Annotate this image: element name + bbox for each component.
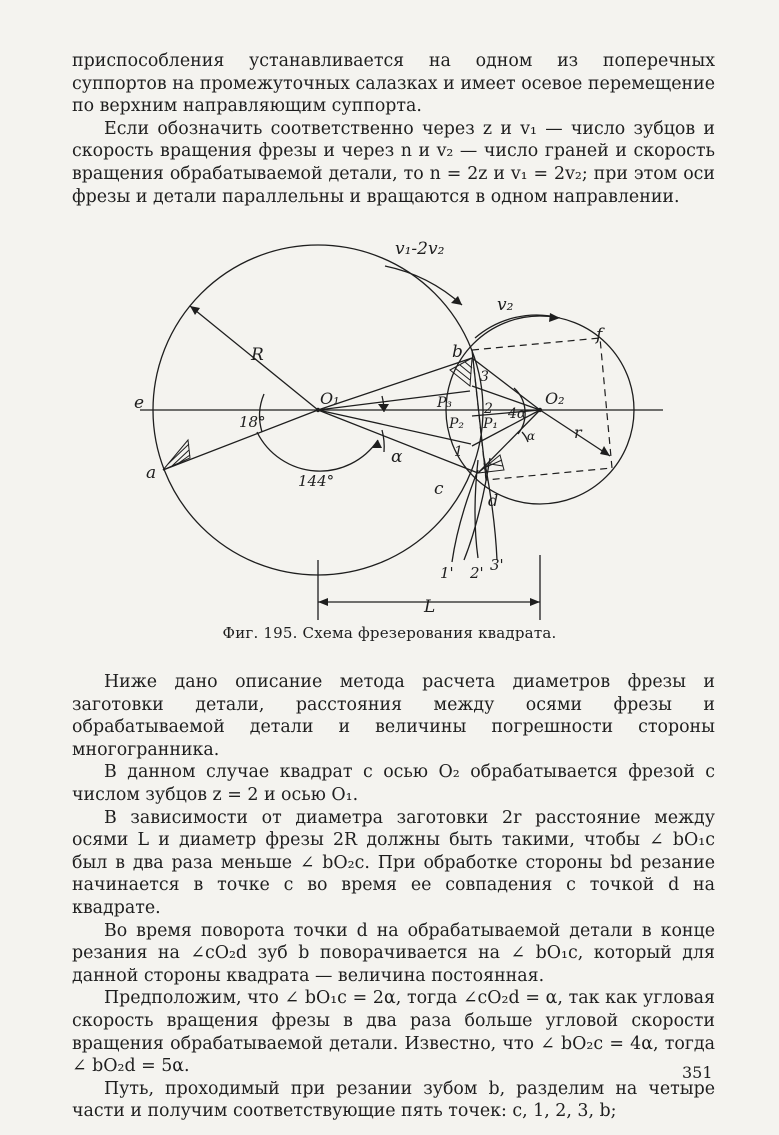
- tooth-a: [163, 440, 190, 470]
- label-alpha-small: α: [527, 429, 536, 443]
- body-text-top: [72, 50, 715, 208]
- label-3-prime: 3': [490, 556, 504, 574]
- label-P3: P₃: [437, 395, 453, 411]
- label-4alpha: 4α: [508, 406, 527, 422]
- body-text-bottom: [72, 671, 715, 1123]
- label-18-deg: 18°: [239, 413, 266, 431]
- label-1-prime: 1': [440, 564, 454, 582]
- label-2: 2: [484, 401, 493, 417]
- label-b: b: [452, 342, 463, 362]
- label-P2: P₂: [449, 416, 465, 432]
- paragraph: Если обозначить соответственно через z и v₁ — число зубцов и скорость вращения фрезы и через n и v₂ — число граней и скорость вращения обрабатываемой детали, то n = 2z и v₁ = 2v₂; при этом оси фрезы и детали параллельны и вращаются в одном направлении.: [72, 118, 715, 207]
- label-r: r: [574, 423, 582, 442]
- label-d: d: [488, 491, 499, 510]
- milling-diagram: [120, 228, 680, 628]
- paragraph: Предположим, что ∠ bO₁c = 2α, тогда ∠cO₂d = α, так как угловая скорость вращения фрезы в два раза больше угловой скорости вращения обрабатываемой детали. Известно, что ∠ bO₂c = 4α, тогда ∠ bO₂d = 5α.: [72, 988, 715, 1077]
- arrow-L-left: [318, 598, 328, 606]
- dashed-square: [472, 338, 612, 480]
- figure-caption: Фиг. 195. Схема фрезерования квадрата.: [222, 624, 557, 642]
- label-P1: P₁: [483, 416, 499, 432]
- arc-144: [257, 432, 378, 471]
- arrow-L-right: [530, 598, 540, 606]
- label-e: e: [134, 393, 145, 413]
- paragraph: В данном случае квадрат с осью O₂ обрабатывается фрезой с числом зубцов z = 2 и осью O₁.: [72, 762, 715, 805]
- label-O2: O₂: [545, 389, 565, 408]
- label-3: 3: [480, 369, 489, 385]
- arrow-o1: [378, 404, 389, 412]
- paragraph: В зависимости от диаметра заготовки 2r расстояние между осями L и диаметр фрезы 2R должны быть такими, чтобы ∠ bO₁c был в два раза меньше ∠ bO₂c. При обработке стороны bd резание начинается в точке c во время ее совпадения с точкой d на квадрате.: [72, 807, 715, 918]
- label-v2: v₂: [497, 295, 514, 315]
- label-c: c: [434, 479, 444, 499]
- paragraph: Путь, проходимый при резании зубом b, разделим на четыре части и получим соответствующие пять точек: c, 1, 2, 3, b;: [72, 1078, 715, 1122]
- label-L: L: [424, 597, 436, 617]
- paragraph: приспособления устанавливается на одном из поперечных суппортов на промежуточных салазках и имеет осевое перемещение по верхним направляющим суппорта.: [72, 51, 715, 117]
- label-1: 1: [454, 444, 463, 460]
- label-alpha: α: [391, 447, 403, 467]
- page-number: 351: [682, 1063, 713, 1082]
- arrow-r: [600, 446, 610, 456]
- arrow-v2: [549, 313, 560, 322]
- paragraph: Ниже дано описание метода расчета диаметров фрезы и заготовки детали, расстояния между осями фрезы и обрабатываемой детали и величины погрешности стороны многогранника.: [72, 672, 715, 760]
- label-v1-eq: v₁-2v₂: [395, 239, 445, 259]
- label-O1: O₁: [320, 389, 340, 408]
- label-2-prime: 2': [470, 564, 484, 582]
- label-144-deg: 144°: [298, 472, 335, 490]
- rotation-arc-v1: [385, 266, 462, 305]
- label-f: f: [596, 325, 603, 345]
- label-a: a: [146, 463, 157, 483]
- arc-alpha: [382, 430, 384, 452]
- label-R: R: [251, 345, 264, 365]
- paragraph: Во время поворота точки d на обрабатываемой детали в конце резания на ∠cO₂d зуб b поворачивается на ∠ bO₁c, который для данной стороны квадрата — величина постоянная.: [72, 920, 715, 986]
